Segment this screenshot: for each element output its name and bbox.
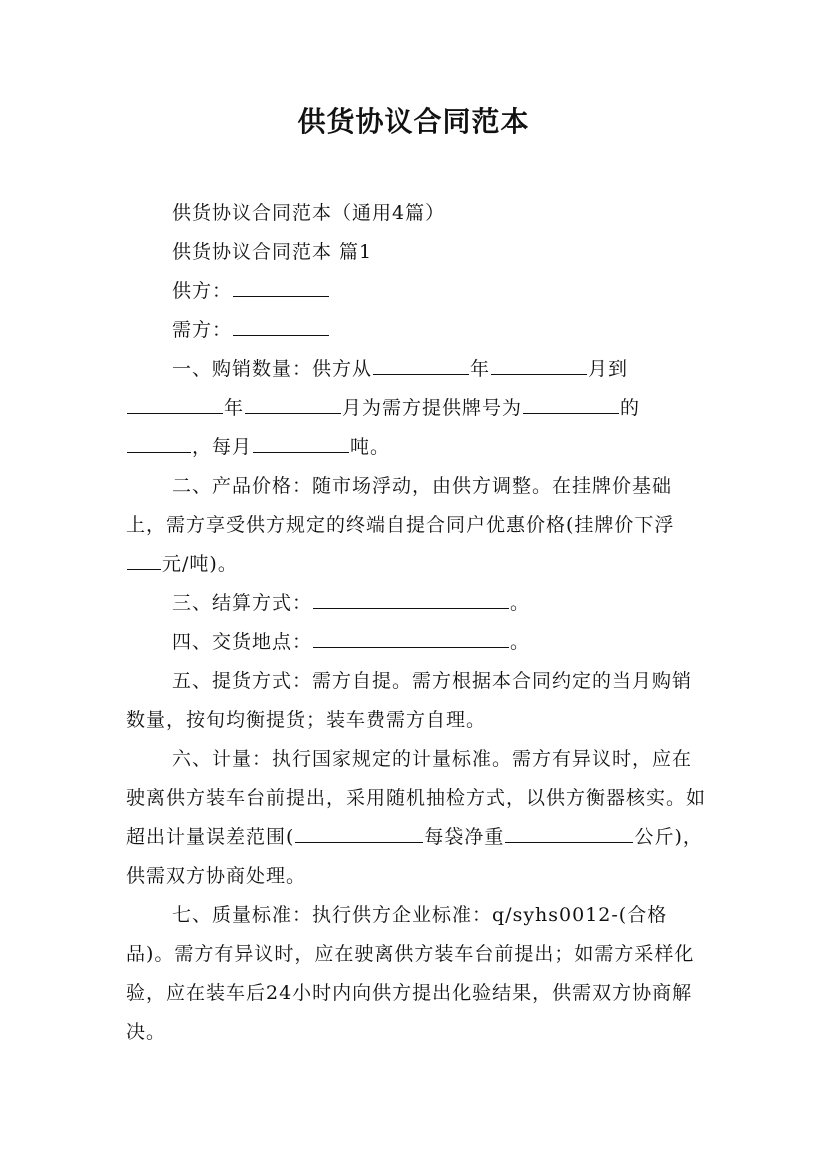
buyer-blank xyxy=(233,317,329,336)
clause-1-text-b: 年 xyxy=(470,358,491,380)
supplier-blank xyxy=(233,278,329,297)
clause-1-text-g: ，每月 xyxy=(192,436,253,458)
blank xyxy=(253,434,349,453)
clause-6-text-a: 六、计量：执行国家规定的计量标准。需方有异议时，应在驶离供方装车台前提出，采用随机抽检方式，以供方衡器核实。如超出计量误差范围( xyxy=(126,748,707,848)
subtitle-line xyxy=(126,194,706,233)
clause-3 xyxy=(126,584,706,623)
blank xyxy=(313,629,509,648)
clause-1 xyxy=(126,350,706,467)
buyer-label: 需方： xyxy=(172,319,233,341)
clause-7 xyxy=(126,896,706,1052)
document-title: 供货协议合同范本 xyxy=(297,105,530,138)
clause-7-text: 七、质量标准：执行供方企业标准：q/syhs0012-(合格品)。需方有异议时，应在驶离供方装车台前提出；如需方采样化验，应在装车后24小时内向供方提出化验结果，供需双方协商解决。 xyxy=(126,904,695,1043)
blank xyxy=(313,590,509,609)
blank xyxy=(127,434,191,453)
clause-2-text-b: 元/吨)。 xyxy=(162,553,238,575)
clause-6-text-b: 每袋净重 xyxy=(424,826,505,848)
clause-1-text-f: 的 xyxy=(620,397,641,419)
blank xyxy=(295,824,423,843)
clause-5-text: 五、提货方式：需方自提。需方根据本合同约定的当月购销数量，按旬均衡提货；装车费需方自理。 xyxy=(126,670,693,731)
clause-6-text-c: 公斤)，供需双方协商处理。 xyxy=(126,826,703,887)
subtitle-text: 供货协议合同范本（通用4篇） xyxy=(172,202,446,224)
blank xyxy=(505,824,633,843)
clause-2 xyxy=(126,467,706,584)
buyer-line xyxy=(126,311,706,350)
blank xyxy=(127,395,223,414)
clause-1-text-d: 年 xyxy=(224,397,245,419)
section-heading xyxy=(126,233,706,272)
blank xyxy=(523,395,619,414)
clause-2-text-a: 二、产品价格：随市场浮动，由供方调整。在挂牌价基础上，需方享受供方规定的终端自提合同户优惠价格(挂牌价下浮 xyxy=(126,475,675,536)
supplier-line xyxy=(126,272,706,311)
clause-1-text-a: 一、购销数量：供方从 xyxy=(172,358,373,380)
clause-1-text-h: 吨。 xyxy=(350,436,391,458)
blank xyxy=(245,395,341,414)
clause-1-text-e: 月为需方提供牌号为 xyxy=(342,397,523,419)
blank xyxy=(127,551,161,570)
section-heading-text: 供货协议合同范本 篇1 xyxy=(172,241,373,263)
clause-3-text-b: 。 xyxy=(510,592,531,614)
clause-6 xyxy=(126,740,706,896)
clause-5 xyxy=(126,662,706,740)
clause-4-text-a: 四、交货地点： xyxy=(172,631,313,653)
clause-3-text-a: 三、结算方式： xyxy=(172,592,313,614)
clause-1-text-c: 月到 xyxy=(588,358,629,380)
clause-4-text-b: 。 xyxy=(510,631,531,653)
blank xyxy=(373,356,469,375)
clause-4 xyxy=(126,623,706,662)
blank xyxy=(491,356,587,375)
supplier-label: 供方： xyxy=(172,280,233,302)
